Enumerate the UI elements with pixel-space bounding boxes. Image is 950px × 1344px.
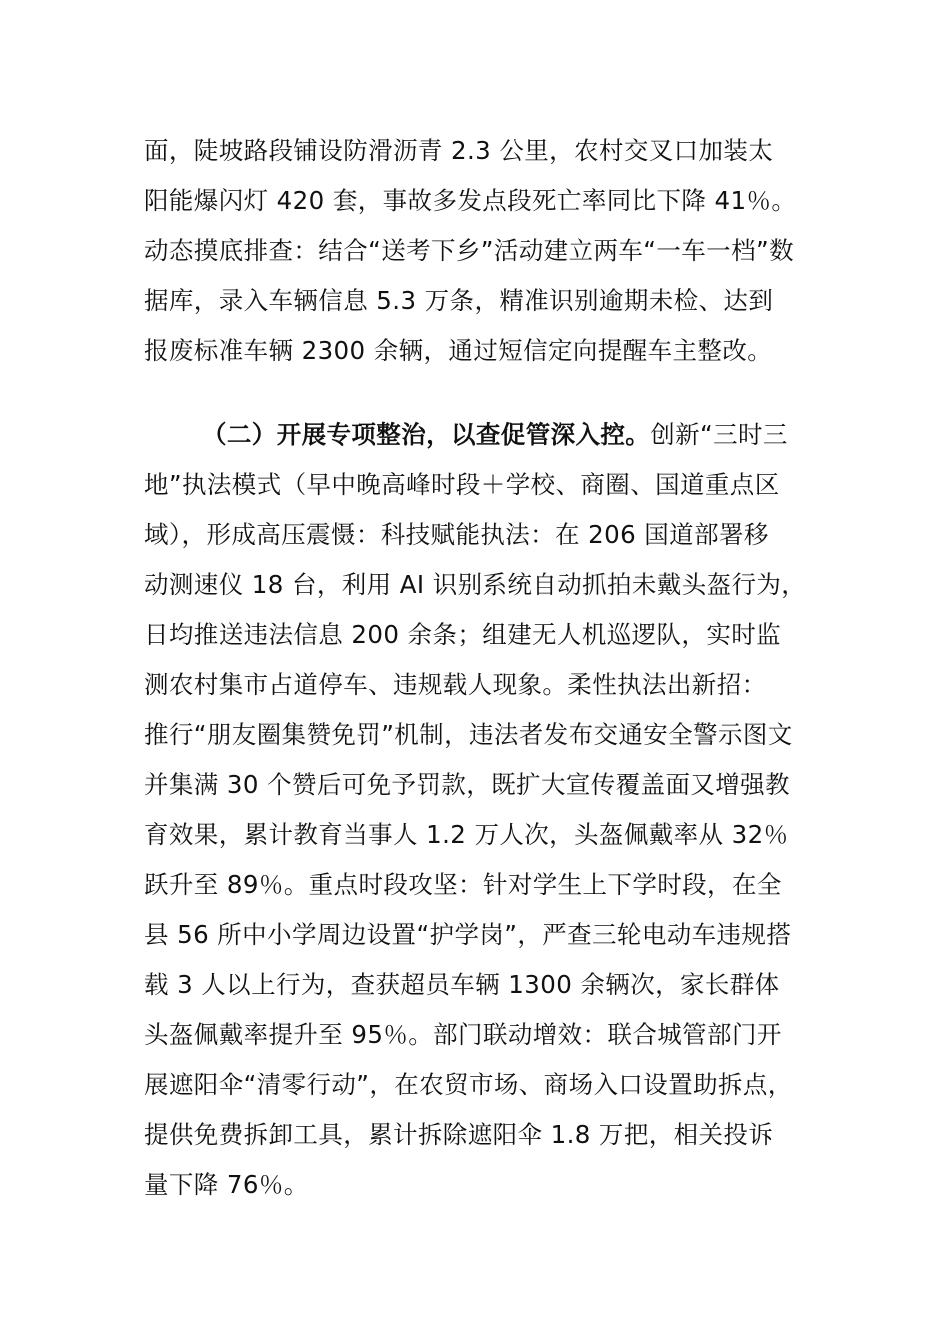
paragraph-2-line: 头盔佩戴率提升至 95％。部门联动增效：联合城管部门开 xyxy=(144,1020,782,1049)
paragraph-1-line: 据库，录入车辆信息 5.3 万条，精准识别逾期未检、达到 xyxy=(144,286,774,315)
paragraph-2-line: 跃升至 89％。重点时段攻坚：针对学生上下学时段，在全 xyxy=(144,870,782,899)
paragraph-2-line: 量下降 76％。 xyxy=(144,1170,309,1199)
paragraph-2-line: 提供免费拆卸工具，累计拆除遮阳伞 1.8 万把，相关投诉 xyxy=(144,1120,774,1149)
paragraph-2-line: 域），形成高压震慑：科技赋能执法：在 206 国道部署移 xyxy=(144,520,769,549)
paragraph-1-line: 面，陡坡路段铺设防滑沥青 2.3 公里，农村交叉口加装太 xyxy=(144,136,774,165)
paragraph-1-line: 报废标准车辆 2300 余辆，通过短信定向提醒车主整改。 xyxy=(144,336,773,365)
paragraph-1-line: 动态摸底排查：结合“送考下乡”活动建立两车“一车一档”数 xyxy=(144,236,794,265)
paragraph-2 xyxy=(144,410,806,1210)
paragraph-2-line: 地”执法模式（早中晚高峰时段＋学校、商圈、国道重点区 xyxy=(144,470,780,499)
paragraph-2-line: 县 56 所中小学周边设置“护学岗”，严查三轮电动车违规搭 xyxy=(144,920,792,949)
paragraph-2-line: 动测速仪 18 台，利用 AI 识别系统自动抓拍未戴头盔行为， xyxy=(144,570,807,599)
paragraph-2-line: 展遮阳伞“清零行动”，在农贸市场、商场入口设置助拆点， xyxy=(144,1070,793,1099)
paragraph-2-line: 并集满 30 个赞后可免予罚款，既扩大宣传覆盖面又增强教 xyxy=(144,770,790,799)
paragraph-2-line: 推行“朋友圈集赞免罚”机制，违法者发布交通安全警示图文 xyxy=(144,720,793,749)
paragraph-1-line: 阳能爆闪灯 420 套，事故多发点段死亡率同比下降 41％。 xyxy=(144,186,797,215)
paragraph-2-first-line xyxy=(144,410,806,460)
paragraph-2-line: 载 3 人以上行为，查获超员车辆 1300 余辆次，家长群体 xyxy=(144,970,780,999)
paragraph-1 xyxy=(144,126,806,376)
paragraph-2-line: 育效果，累计教育当事人 1.2 万人次，头盔佩戴率从 32％ xyxy=(144,820,789,849)
paragraph-2-first-line-text: 创新“三时三 xyxy=(650,420,788,449)
paragraph-2-line: 测农村集市占道停车、违规载人现象。柔性执法出新招： xyxy=(144,670,767,699)
paragraph-2-line: 日均推送违法信息 200 余条；组建无人机巡逻队，实时监 xyxy=(144,620,782,649)
section-heading: （二）开展专项整治，以查促管深入控。 xyxy=(202,420,651,449)
